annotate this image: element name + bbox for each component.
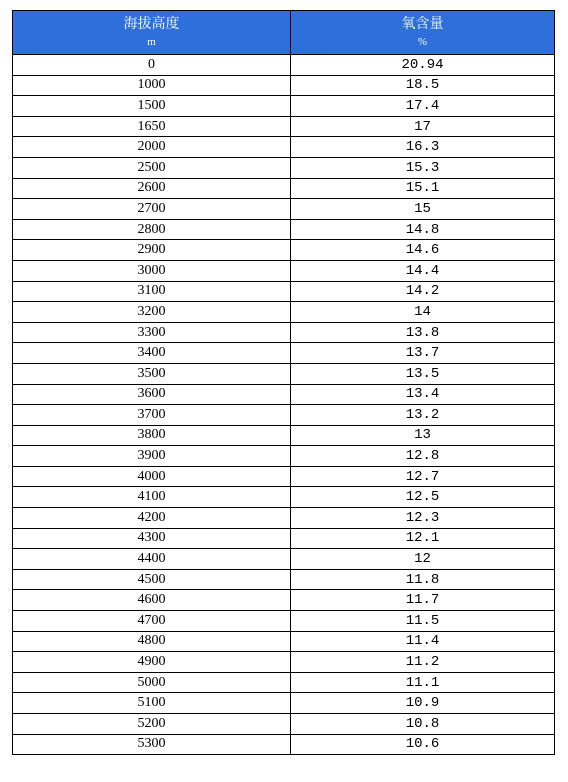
oxygen-cell: 11.1 (291, 673, 555, 693)
altitude-cell: 1500 (13, 96, 291, 116)
header-altitude-title: 海拔高度 (123, 15, 180, 32)
altitude-cell: 4600 (13, 590, 291, 610)
table-row (13, 652, 555, 673)
oxygen-cell: 11.7 (291, 590, 555, 610)
oxygen-cell: 11.4 (291, 632, 555, 652)
header-altitude (13, 11, 291, 54)
table-row (13, 426, 555, 447)
altitude-cell: 5000 (13, 673, 291, 693)
header-oxygen-unit: % (417, 35, 428, 48)
oxygen-cell: 12 (291, 549, 555, 569)
oxygen-cell: 18.5 (291, 76, 555, 96)
altitude-cell: 4400 (13, 549, 291, 569)
table-row (13, 590, 555, 611)
oxygen-cell: 10.9 (291, 693, 555, 713)
table-row (13, 137, 555, 158)
altitude-cell: 4100 (13, 487, 291, 507)
table-row (13, 385, 555, 406)
oxygen-cell: 10.6 (291, 735, 555, 755)
altitude-cell: 4000 (13, 467, 291, 487)
oxygen-cell: 14.6 (291, 240, 555, 260)
table-row (13, 446, 555, 467)
oxygen-cell: 12.8 (291, 446, 555, 466)
altitude-cell: 5300 (13, 735, 291, 755)
oxygen-cell: 15 (291, 199, 555, 219)
oxygen-cell: 12.7 (291, 467, 555, 487)
table-row (13, 467, 555, 488)
table-row (13, 220, 555, 241)
oxygen-cell: 20.94 (291, 55, 555, 75)
oxygen-cell: 15.3 (291, 158, 555, 178)
table-row (13, 199, 555, 220)
altitude-cell: 3700 (13, 405, 291, 425)
table-row (13, 76, 555, 97)
table-row (13, 632, 555, 653)
altitude-cell: 2000 (13, 137, 291, 157)
oxygen-cell: 13 (291, 426, 555, 446)
oxygen-cell: 13.2 (291, 405, 555, 425)
altitude-cell: 3000 (13, 261, 291, 281)
table-row (13, 302, 555, 323)
table-row (13, 261, 555, 282)
table-row (13, 364, 555, 385)
altitude-cell: 3500 (13, 364, 291, 384)
table-row (13, 96, 555, 117)
oxygen-cell: 11.8 (291, 570, 555, 590)
altitude-cell: 4800 (13, 632, 291, 652)
oxygen-cell: 10.8 (291, 714, 555, 734)
table-row (13, 735, 555, 756)
oxygen-cell: 14.8 (291, 220, 555, 240)
table-row (13, 240, 555, 261)
oxygen-cell: 12.5 (291, 487, 555, 507)
altitude-cell: 3900 (13, 446, 291, 466)
table-row (13, 529, 555, 550)
table-row (13, 55, 555, 76)
altitude-cell: 0 (13, 55, 291, 75)
altitude-cell: 3300 (13, 323, 291, 343)
altitude-cell: 3600 (13, 385, 291, 405)
altitude-cell: 3200 (13, 302, 291, 322)
table-row (13, 673, 555, 694)
oxygen-cell: 14.2 (291, 282, 555, 302)
altitude-cell: 5100 (13, 693, 291, 713)
oxygen-cell: 17 (291, 117, 555, 137)
table-row (13, 117, 555, 138)
header-oxygen (291, 11, 555, 54)
oxygen-cell: 12.3 (291, 508, 555, 528)
oxygen-cell: 13.8 (291, 323, 555, 343)
oxygen-cell: 15.1 (291, 179, 555, 199)
altitude-cell: 3100 (13, 282, 291, 302)
table-header-row (13, 11, 555, 55)
table-row (13, 570, 555, 591)
table-row (13, 282, 555, 303)
altitude-cell: 2800 (13, 220, 291, 240)
oxygen-cell: 12.1 (291, 529, 555, 549)
altitude-oxygen-table (12, 10, 555, 755)
oxygen-cell: 16.3 (291, 137, 555, 157)
altitude-cell: 4200 (13, 508, 291, 528)
altitude-cell: 5200 (13, 714, 291, 734)
altitude-cell: 4700 (13, 611, 291, 631)
oxygen-cell: 14.4 (291, 261, 555, 281)
table-row (13, 508, 555, 529)
oxygen-cell: 14 (291, 302, 555, 322)
table-row (13, 405, 555, 426)
table-row (13, 611, 555, 632)
table-row (13, 487, 555, 508)
altitude-cell: 3400 (13, 343, 291, 363)
oxygen-cell: 17.4 (291, 96, 555, 116)
oxygen-cell: 13.5 (291, 364, 555, 384)
oxygen-cell: 11.5 (291, 611, 555, 631)
altitude-cell: 3800 (13, 426, 291, 446)
altitude-cell: 4900 (13, 652, 291, 672)
altitude-cell: 1000 (13, 76, 291, 96)
oxygen-cell: 13.7 (291, 343, 555, 363)
header-oxygen-title: 氧含量 (401, 15, 444, 32)
altitude-cell: 4500 (13, 570, 291, 590)
altitude-cell: 4300 (13, 529, 291, 549)
table-row (13, 323, 555, 344)
header-altitude-unit: m (147, 35, 156, 48)
table-row (13, 714, 555, 735)
altitude-cell: 2600 (13, 179, 291, 199)
altitude-cell: 2900 (13, 240, 291, 260)
table-row (13, 693, 555, 714)
oxygen-cell: 11.2 (291, 652, 555, 672)
table-row (13, 549, 555, 570)
oxygen-cell: 13.4 (291, 385, 555, 405)
table-row (13, 179, 555, 200)
table-body (13, 55, 555, 755)
table-row (13, 158, 555, 179)
altitude-cell: 1650 (13, 117, 291, 137)
table-row (13, 343, 555, 364)
altitude-cell: 2700 (13, 199, 291, 219)
altitude-cell: 2500 (13, 158, 291, 178)
